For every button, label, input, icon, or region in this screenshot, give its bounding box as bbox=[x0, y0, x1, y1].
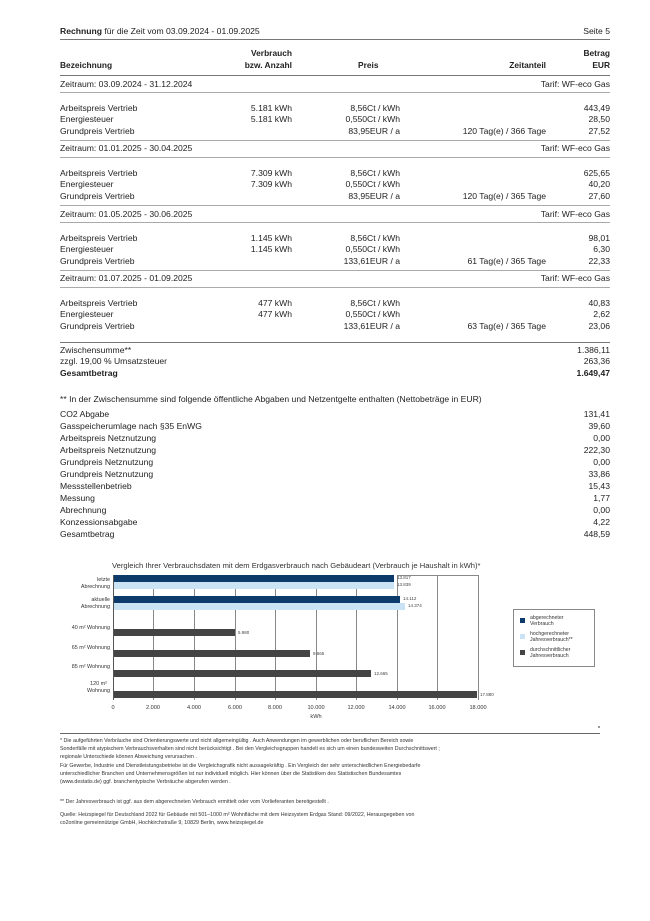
vat-label: zzgl. 19,00 % Umsatzsteuer bbox=[60, 356, 167, 366]
chart-legend bbox=[513, 609, 595, 667]
item-qty: 7.309 kWh bbox=[250, 179, 292, 189]
subtotal-value: 1.386,11 bbox=[577, 345, 610, 355]
levy-name: Grundpreis Netznutzung bbox=[60, 457, 154, 467]
period-header bbox=[60, 79, 610, 90]
footnote-line: ** Der Jahresverbrauch ist ggf. aus dem abgerechneten Verbrauch ermittelt oder vom Vorlieferanten bereitgestellt . bbox=[60, 799, 329, 805]
col-amount-header-2: EUR bbox=[592, 60, 610, 70]
levy-name: Gesamtbetrag bbox=[60, 529, 115, 539]
column-header-divider bbox=[60, 75, 610, 76]
y-axis-line bbox=[113, 575, 114, 700]
levies-intro bbox=[60, 394, 610, 405]
item-price: 0,550Ct / kWh bbox=[345, 179, 400, 189]
levy-amount: 1,77 bbox=[593, 493, 610, 503]
item-amount: 98,01 bbox=[588, 233, 610, 243]
levy-row bbox=[60, 529, 610, 540]
x-tick: 14.000 bbox=[388, 705, 406, 711]
footnote-line: (www.destatis.de) ggf. branchentypische Verbräuche abgerufen werden . bbox=[60, 779, 231, 785]
gridline bbox=[437, 575, 438, 700]
levy-amount: 0,00 bbox=[593, 505, 610, 515]
levy-amount: 131,41 bbox=[583, 409, 610, 419]
levies-intro-text: ** In der Zwischensumme sind folgende öffentliche Abgaben und Netzentgelte enthalten (Nettobeträge in EUR) bbox=[60, 394, 482, 404]
x-tick: 0 bbox=[111, 705, 115, 711]
period-divider bbox=[60, 205, 610, 206]
item-price: 8,56Ct / kWh bbox=[350, 298, 400, 308]
levy-name: Arbeitspreis Netznutzung bbox=[60, 445, 157, 455]
category-label-text: aktuelle bbox=[91, 597, 110, 603]
levy-row bbox=[60, 445, 610, 456]
item-qty: 1.145 kWh bbox=[250, 233, 292, 243]
line-item bbox=[60, 309, 610, 320]
levy-name: Messstellenbetrieb bbox=[60, 481, 132, 491]
footnote-business bbox=[60, 762, 620, 786]
item-name: Grundpreis Vertrieb bbox=[60, 126, 135, 136]
item-price: 0,550Ct / kWh bbox=[345, 244, 400, 254]
period-label: Zeitraum: 03.09.2024 - 31.12.2024 bbox=[60, 79, 193, 89]
item-amount: 22,33 bbox=[588, 256, 610, 266]
legend-text: hochgerechneter bbox=[530, 631, 569, 637]
invoice-title-bold: Rechnung bbox=[60, 26, 103, 36]
levy-amount: 222,30 bbox=[583, 445, 610, 455]
levy-row bbox=[60, 409, 610, 420]
bar-current-billed bbox=[114, 596, 400, 603]
levy-name: Gasspeicherumlage nach §35 EnWG bbox=[60, 421, 202, 431]
line-item bbox=[60, 321, 610, 332]
col-qty-header-2: bzw. Anzahl bbox=[244, 60, 292, 70]
item-price: 0,550Ct / kWh bbox=[345, 309, 400, 319]
period-divider bbox=[60, 92, 610, 93]
bar-last-projected bbox=[114, 582, 394, 589]
levy-amount: 4,22 bbox=[593, 517, 610, 527]
footnote-line: regionale Unterschiede können Abweichung verursachen . bbox=[60, 754, 197, 760]
item-price: 8,56Ct / kWh bbox=[350, 168, 400, 178]
legend-text: abgerechneter bbox=[530, 615, 564, 621]
levy-row bbox=[60, 469, 610, 480]
period-divider bbox=[60, 222, 610, 223]
period-divider bbox=[60, 157, 610, 158]
bar-85sqm bbox=[114, 670, 371, 677]
period-divider bbox=[60, 270, 610, 271]
item-amount: 40,20 bbox=[588, 179, 610, 189]
bar-value-label: 13.817 bbox=[397, 575, 411, 580]
levy-row bbox=[60, 481, 610, 492]
page-number: Seite 5 bbox=[583, 26, 610, 36]
item-qty: 477 kWh bbox=[258, 309, 292, 319]
levy-row bbox=[60, 421, 610, 432]
category-label-40sqm: 40 m² Wohnung bbox=[71, 625, 110, 631]
legend-text: Verbrauch bbox=[530, 621, 554, 627]
chart-corner-mark bbox=[598, 726, 600, 728]
gridline bbox=[397, 575, 398, 700]
x-tick: 18.000 bbox=[469, 705, 487, 711]
item-amount: 2,62 bbox=[593, 309, 610, 319]
levy-amount: 0,00 bbox=[593, 433, 610, 443]
category-label-text: Wohnung bbox=[87, 687, 110, 694]
item-price: 0,550Ct / kWh bbox=[345, 114, 400, 124]
footnote-line: Sonderfälle mit atypischem Verbrauchsverhalten sind nicht berücksichtigt . Bei den Vergleichsgruppen handelt es sich um einen bundesweiten Durchschnittswert ; bbox=[60, 746, 440, 752]
column-headers bbox=[60, 48, 610, 72]
vat-row bbox=[60, 356, 610, 367]
category-label-text: Abrechnung bbox=[80, 603, 110, 610]
levy-amount: 448,59 bbox=[583, 529, 610, 539]
category-label-current bbox=[81, 597, 110, 610]
chart-bottom-divider bbox=[60, 733, 600, 734]
line-item bbox=[60, 233, 610, 244]
levy-amount: 39,60 bbox=[588, 421, 610, 431]
total-row bbox=[60, 368, 610, 379]
item-amount: 40,83 bbox=[588, 298, 610, 308]
item-name: Arbeitspreis Vertrieb bbox=[60, 233, 138, 243]
legend-swatch-icon bbox=[520, 618, 525, 623]
col-name-header: Bezeichnung bbox=[60, 60, 113, 70]
item-price: 133,61EUR / a bbox=[343, 256, 400, 266]
line-item bbox=[60, 256, 610, 267]
item-name: Energiesteuer bbox=[60, 309, 114, 319]
item-amount: 6,30 bbox=[593, 244, 610, 254]
levy-name: Grundpreis Netznutzung bbox=[60, 469, 154, 479]
legend-text: Jahresverbrauch bbox=[530, 653, 569, 659]
x-tick: 10.000 bbox=[307, 705, 325, 711]
item-name: Arbeitspreis Vertrieb bbox=[60, 298, 138, 308]
period-divider bbox=[60, 140, 610, 141]
item-name: Energiesteuer bbox=[60, 244, 114, 254]
item-amount: 443,49 bbox=[583, 103, 610, 113]
line-item bbox=[60, 179, 610, 190]
bar-value-label: 9.665 bbox=[313, 651, 325, 656]
levy-row bbox=[60, 433, 610, 444]
x-tick: 8.000 bbox=[268, 705, 282, 711]
item-qty: 5.181 kWh bbox=[250, 103, 292, 113]
levy-name: CO2 Abgabe bbox=[60, 409, 110, 419]
levy-row bbox=[60, 493, 610, 504]
legend-swatch-icon bbox=[520, 650, 525, 655]
period-label: Zeitraum: 01.01.2025 - 30.04.2025 bbox=[60, 143, 193, 153]
bar-value-label: 14.374 bbox=[408, 603, 422, 608]
line-item bbox=[60, 114, 610, 125]
category-label-text: 120 m² bbox=[90, 681, 107, 687]
legend-text: durchschnittlicher bbox=[530, 647, 571, 653]
item-time: 120 Tag(e) / 366 Tage bbox=[462, 126, 546, 136]
item-price: 83,95EUR / a bbox=[348, 126, 400, 136]
col-time-header: Zeitanteil bbox=[509, 60, 546, 70]
item-amount: 27,52 bbox=[588, 126, 610, 136]
category-label-85sqm: 85 m² Wohnung bbox=[71, 664, 110, 670]
levy-name: Arbeitspreis Netznutzung bbox=[60, 433, 157, 443]
period-label: Zeitraum: 01.05.2025 - 30.06.2025 bbox=[60, 209, 193, 219]
footnote-source bbox=[60, 811, 620, 827]
levy-row bbox=[60, 505, 610, 516]
item-name: Grundpreis Vertrieb bbox=[60, 321, 135, 331]
bar-current-projected bbox=[114, 603, 405, 610]
item-name: Arbeitspreis Vertrieb bbox=[60, 168, 138, 178]
footnote-line: co2online gemeinnützige GmbH, Hochkirchstraße 9, 10829 Berlin, www.heizspiegel.de bbox=[60, 820, 264, 826]
period-header bbox=[60, 273, 610, 284]
chart-title: Vergleich Ihrer Verbrauchsdaten mit dem Erdgasverbrauch nach Gebäudeart (Verbrauch je Haushalt in kWh)* bbox=[112, 561, 481, 570]
period-header bbox=[60, 143, 610, 154]
tariff-label: Tarif: WF-eco Gas bbox=[540, 273, 610, 283]
line-item bbox=[60, 191, 610, 202]
item-amount: 28,50 bbox=[588, 114, 610, 124]
bar-value-label: 12.665 bbox=[374, 671, 388, 676]
item-qty: 477 kWh bbox=[258, 298, 292, 308]
levy-amount: 0,00 bbox=[593, 457, 610, 467]
period-divider bbox=[60, 287, 610, 288]
subtotal-label: Zwischensumme** bbox=[60, 345, 132, 355]
footnote-disclaimer bbox=[60, 737, 620, 761]
item-name: Arbeitspreis Vertrieb bbox=[60, 103, 138, 113]
tariff-label: Tarif: WF-eco Gas bbox=[540, 143, 610, 153]
x-tick: 12.000 bbox=[347, 705, 365, 711]
category-label-120sqm bbox=[87, 681, 110, 694]
item-time: 63 Tag(e) / 365 Tage bbox=[467, 321, 546, 331]
levy-amount: 15,43 bbox=[588, 481, 610, 491]
levy-row bbox=[60, 517, 610, 528]
footnote-annual-consumption bbox=[60, 798, 620, 806]
levy-name: Konzessionsabgabe bbox=[60, 517, 138, 527]
footnote-line: Für Gewerbe, Industrie und Dienstleistungsbetriebe ist die Vergleichsgrafik nicht aussagekräftig . Ein Vergleich der sehr unterschiedlichen Energiebedarfe bbox=[60, 763, 421, 769]
item-qty: 7.309 kWh bbox=[250, 168, 292, 178]
tariff-label: Tarif: WF-eco Gas bbox=[540, 209, 610, 219]
item-name: Grundpreis Vertrieb bbox=[60, 191, 135, 201]
bar-value-label: 13.839 bbox=[397, 582, 411, 587]
category-label-65sqm: 65 m² Wohnung bbox=[71, 645, 110, 651]
x-axis-label: kWh bbox=[310, 714, 322, 720]
x-tick: 6.000 bbox=[228, 705, 242, 711]
line-item bbox=[60, 168, 610, 179]
totals-divider bbox=[60, 342, 610, 343]
bar-value-label: 17.880 bbox=[480, 692, 494, 697]
x-tick: 4.000 bbox=[187, 705, 201, 711]
item-price: 83,95EUR / a bbox=[348, 191, 400, 201]
invoice-header bbox=[60, 25, 610, 37]
item-name: Grundpreis Vertrieb bbox=[60, 256, 135, 266]
line-item bbox=[60, 244, 610, 255]
category-label-last bbox=[81, 577, 110, 590]
footnote-line: unterschiedlicher Branchen und Unternehmensgrößen ist nur individuell möglich. Hier können über die Statistiken des Statistischen Bundesamtes bbox=[60, 771, 402, 777]
total-value: 1.649,47 bbox=[576, 368, 610, 378]
bar-65sqm bbox=[114, 650, 310, 657]
item-name: Energiesteuer bbox=[60, 179, 114, 189]
item-time: 120 Tag(e) / 365 Tage bbox=[462, 191, 546, 201]
period-label: Zeitraum: 01.07.2025 - 01.09.2025 bbox=[60, 273, 193, 283]
footnote-line: Quelle: Heizspiegel für Deutschland 2022 für Gebäude mit 501–1000 m² Wohnfläche mit dem Heizsystem Erdgas Stand: 09/2022, Herausgegeben von bbox=[60, 812, 415, 818]
category-label-text: Abrechnung bbox=[80, 583, 110, 590]
col-qty-header-1: Verbrauch bbox=[251, 48, 292, 58]
invoice-title-period: für die Zeit vom 03.09.2024 - 01.09.2025 bbox=[102, 26, 260, 36]
period-header bbox=[60, 209, 610, 220]
bar-120sqm bbox=[114, 691, 477, 698]
header-divider bbox=[60, 39, 610, 40]
item-amount: 23,06 bbox=[588, 321, 610, 331]
levy-row bbox=[60, 457, 610, 468]
vat-value: 263,36 bbox=[583, 356, 610, 366]
col-amount-header-1: Betrag bbox=[583, 48, 610, 58]
levy-name: Abrechnung bbox=[60, 505, 107, 515]
item-amount: 27,60 bbox=[588, 191, 610, 201]
item-amount: 625,65 bbox=[583, 168, 610, 178]
gridline bbox=[478, 575, 479, 700]
item-price: 133,61EUR / a bbox=[343, 321, 400, 331]
item-price: 8,56Ct / kWh bbox=[350, 233, 400, 243]
subtotal-row bbox=[60, 345, 610, 356]
category-label-text: letzte bbox=[97, 577, 110, 583]
item-qty: 5.181 kWh bbox=[250, 114, 292, 124]
bar-last-billed bbox=[114, 575, 394, 582]
item-price: 8,56Ct / kWh bbox=[350, 103, 400, 113]
line-item bbox=[60, 103, 610, 114]
item-qty: 1.145 kWh bbox=[250, 244, 292, 254]
tariff-label: Tarif: WF-eco Gas bbox=[540, 79, 610, 89]
levy-amount: 33,86 bbox=[588, 469, 610, 479]
legend-text: Jahresverbrauch** bbox=[530, 637, 573, 643]
x-tick: 16.000 bbox=[428, 705, 446, 711]
bar-40sqm bbox=[114, 629, 235, 636]
item-time: 61 Tag(e) / 365 Tage bbox=[467, 256, 546, 266]
legend-swatch-icon bbox=[520, 634, 525, 639]
line-item bbox=[60, 126, 610, 137]
line-item bbox=[60, 298, 610, 309]
total-label: Gesamtbetrag bbox=[60, 368, 118, 378]
footnote-line: * Die aufgeführten Verbräuche sind Orientierungswerte und nicht allgemeingültig . Auch Anwendungen im gewerblichen oder beruflichen Bereich sowie bbox=[60, 738, 414, 744]
bar-value-label: 5.980 bbox=[238, 630, 250, 635]
levy-name: Messung bbox=[60, 493, 95, 503]
item-name: Energiesteuer bbox=[60, 114, 114, 124]
x-tick: 2.000 bbox=[146, 705, 160, 711]
bar-value-label: 14.112 bbox=[403, 596, 417, 601]
col-price-header: Preis bbox=[358, 60, 379, 70]
